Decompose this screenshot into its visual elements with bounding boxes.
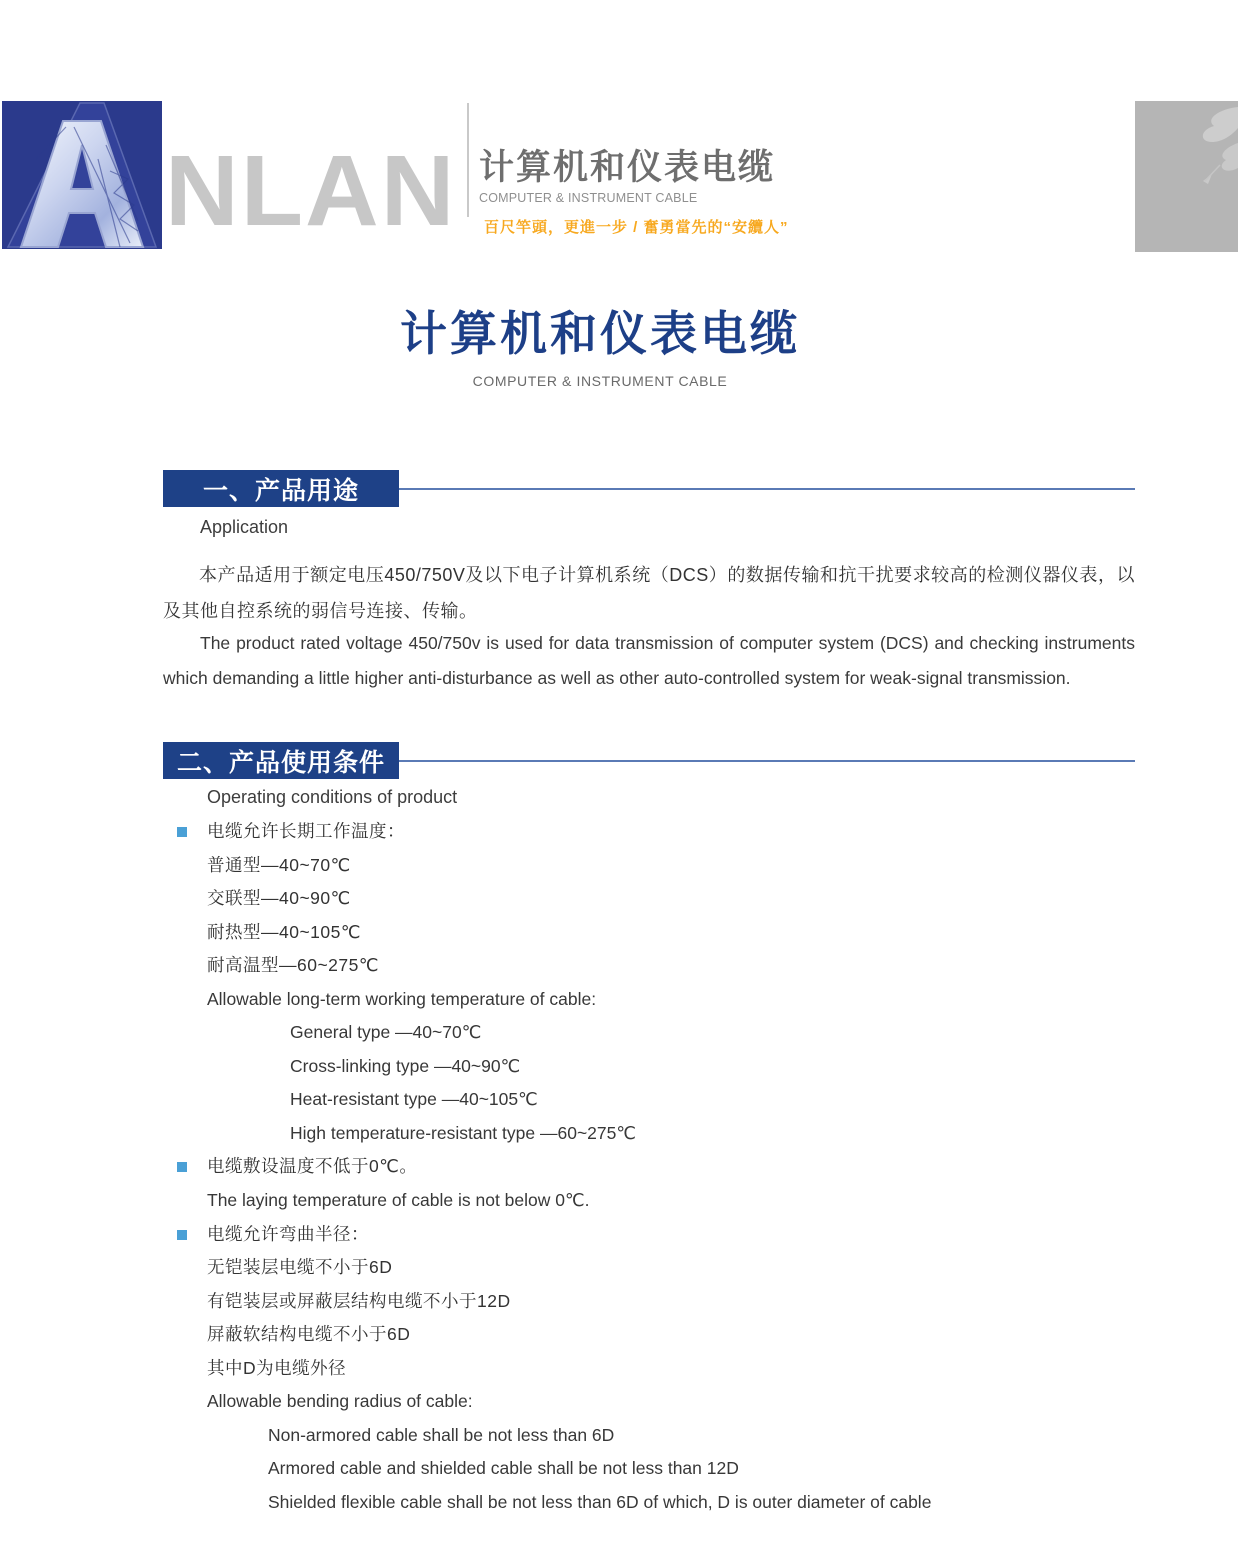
corner-photo (1135, 101, 1238, 252)
logo-letter-a-emblem (2, 101, 162, 249)
list-item: 有铠装层或屏蔽层结构电缆不小于12D (207, 1290, 511, 1311)
list-item: 交联型—40~90℃ (207, 888, 351, 909)
conditions-list (163, 815, 1138, 1519)
section2-rule (399, 760, 1135, 762)
application-paragraph-en: The product rated voltage 450/750v is used for data transmission of computer system (DCS) and checking instruments which demanding a little higher anti-disturbance as well as other auto-controlled system for weak-signal transmission. (163, 633, 1135, 688)
list-item: 其中D为电缆外径 (207, 1357, 347, 1378)
section1-heading: 一、产品用途 (163, 470, 399, 507)
header-product-title-zh: 计算机和仪表电缆 (479, 148, 776, 187)
list-item: Allowable long-term working temperature of cable: (207, 988, 597, 1009)
leaf-decoration-icon (1135, 101, 1238, 252)
bullet-square-icon (177, 1230, 187, 1240)
list-item: 电缆敷设温度不低于0℃。 (163, 1150, 1138, 1184)
section2-subheading: Operating conditions of product (207, 787, 458, 807)
section2-heading-row (163, 742, 1135, 779)
list-item: 电缆允许长期工作温度： (163, 815, 1138, 849)
list-item: Heat-resistant type —40~105℃ (290, 1089, 538, 1110)
section1-heading-row (163, 470, 1135, 507)
list-item: Non-armored cable shall be not less than 6D (268, 1424, 615, 1445)
page-title-block (0, 297, 1200, 389)
header-product-block (479, 146, 789, 237)
header-product-title-en: COMPUTER & INSTRUMENT CABLE (479, 190, 698, 205)
header-slogan: 百尺竿頭，更進一步 / 奮勇當先的“安纜人” (484, 218, 789, 236)
page-title: 计算机和仪表电缆 (400, 307, 800, 360)
list-item: 屏蔽软结构电缆不小于6D (207, 1324, 411, 1345)
logo-wordmark: NLAN (165, 135, 457, 247)
list-item: 无铠装层电缆不小于6D (207, 1257, 393, 1278)
list-item: High temperature-resistant type —60~275℃ (290, 1122, 637, 1143)
list-item: The laying temperature of cable is not below 0℃. (207, 1190, 590, 1211)
list-item: 耐热型—40~105℃ (207, 921, 362, 942)
list-item: 普通型—40~70℃ (207, 854, 351, 875)
list-item: Allowable bending radius of cable: (207, 1391, 473, 1412)
power-tower-image-icon (2, 101, 162, 249)
section2-heading: 二、产品使用条件 (163, 742, 399, 779)
header-divider (467, 103, 469, 217)
application-paragraph-zh: 本产品适用于额定电压450/750V及以下电子计算机系统（DCS）的数据传输和抗干扰要求较高的检测仪器仪表，以及其他自控系统的弱信号连接、传输。 (163, 565, 1135, 621)
bullet-square-icon (177, 1162, 187, 1172)
list-item: Cross-linking type —40~90℃ (290, 1055, 521, 1076)
page-subtitle: COMPUTER & INSTRUMENT CABLE (472, 373, 728, 389)
list-item: 耐高温型—60~275℃ (207, 955, 380, 976)
list-item: 电缆允许弯曲半径： (163, 1218, 1138, 1252)
section1-rule (399, 488, 1135, 490)
list-item: General type —40~70℃ (290, 1022, 482, 1043)
list-item: Shielded flexible cable shall be not less than 6D of which, D is outer diameter of cable (268, 1491, 932, 1512)
bullet-square-icon (177, 827, 187, 837)
list-item: Armored cable and shielded cable shall be not less than 12D (268, 1458, 739, 1479)
section1-subheading: Application (200, 517, 289, 537)
anlan-logo (2, 101, 457, 249)
